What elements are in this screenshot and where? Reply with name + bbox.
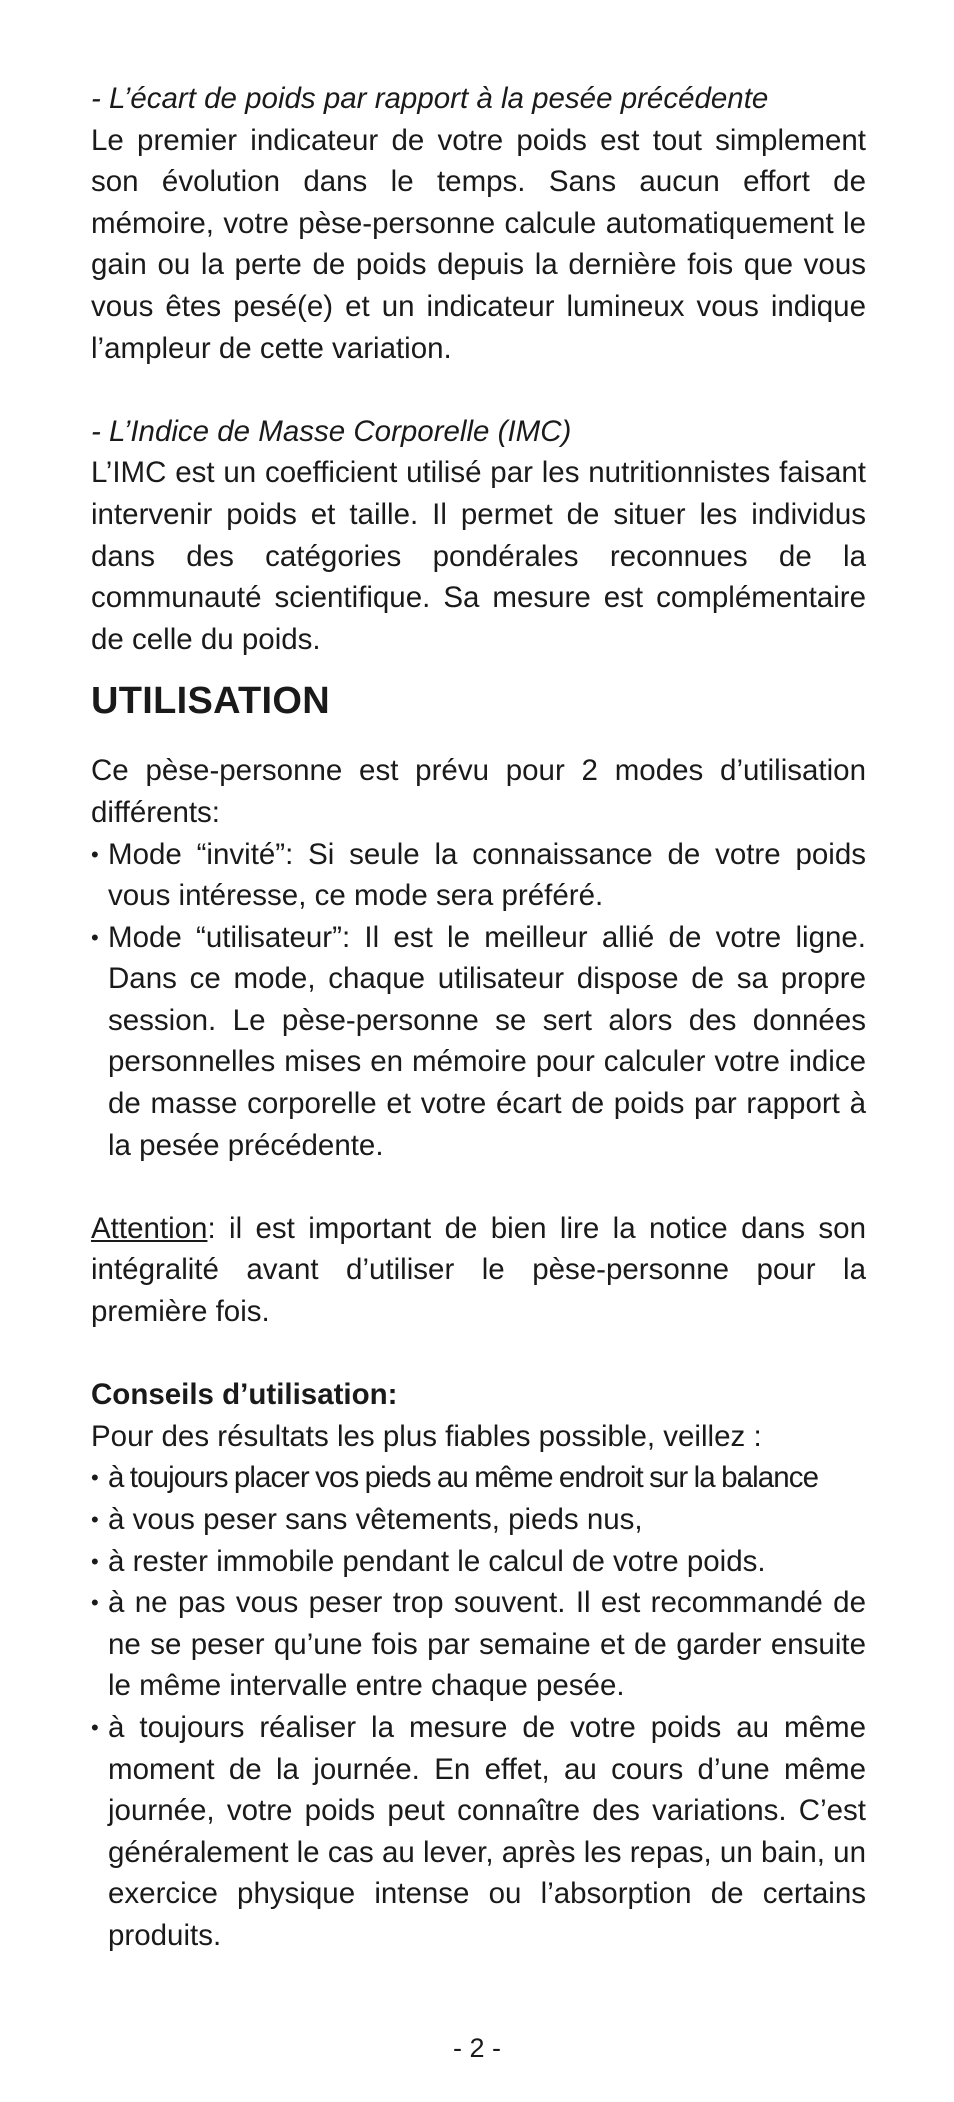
conseil-item: • à vous peser sans vêtements, pieds nus,: [91, 1499, 866, 1541]
spacer: [91, 369, 866, 411]
mode-user-item: • Mode “utilisateur”: Il est le meilleur allié de votre ligne. Dans ce mode, chaque utilisateur dispose de sa propre session. Le pèse-personne se sert alors des données personnelles mises en mémoire pour calculer votre indice de masse corporelle et votre écart de poids par rapport à la pesée précédente.: [91, 917, 866, 1167]
conseil-item: • à toujours placer vos pieds au même endroit sur la balance: [91, 1457, 866, 1499]
conseil-item: • à toujours réaliser la mesure de votre poids au même moment de la journée. En effet, au cours d’une même journée, votre poids peut connaître des variations. C’est généralement le cas au lever, après les repas, un bain, un exercice physique intense ou l’absorption de certains produits.: [91, 1707, 866, 1957]
utilisation-intro: Ce pèse-personne est prévu pour 2 modes d’utilisation différents:: [91, 754, 866, 829]
attention-text: : il est important de bien lire la notice dans son intégralité avant d’utiliser le pèse-personne pour la première fois.: [91, 1211, 866, 1329]
bmi-subheading: - L’Indice de Masse Corporelle (IMC): [91, 414, 572, 448]
attention-label: Attention: [91, 1211, 208, 1245]
bmi-paragraph: L’IMC est un coefficient utilisé par les nutritionnistes faisant intervenir poids et taille. Il permet de situer les individus dans des catégories pondérales reconnues de la communauté scientifique. Sa mesure est complémentaire de celle du poids.: [91, 456, 866, 656]
attention-paragraph: [91, 1208, 866, 1333]
conseils-list: [91, 1457, 866, 1956]
document-page: [91, 78, 866, 1957]
weight-difference-subheading: - L’écart de poids par rapport à la pesée précédente: [91, 82, 769, 115]
conseils-heading: Conseils d’utilisation:: [91, 1378, 398, 1412]
page-number: - 2 -: [452, 2033, 501, 2063]
spacer: [91, 1333, 866, 1375]
utilisation-heading: UTILISATION: [91, 680, 331, 723]
conseil-item: • à ne pas vous peser trop souvent. Il est recommandé de ne se peser qu’une fois par semaine et de garder ensuite le même intervalle entre chaque pesée.: [91, 1582, 866, 1707]
weight-difference-paragraph: Le premier indicateur de votre poids est tout simplement son évolution dans le temps. Sans aucun effort de mémoire, votre pèse-personne calcule automatiquement le gain ou la perte de poids depuis la dernière fois que vous vous êtes pesé(e) et un indicateur lumineux vous indique l’ampleur de cette variation.: [91, 123, 866, 365]
conseil-item: • à rester immobile pendant le calcul de votre poids.: [91, 1541, 866, 1583]
mode-guest-item: • Mode “invité”: Si seule la connaissance de votre poids vous intéresse, ce mode sera préféré.: [91, 834, 866, 917]
modes-list: [91, 834, 866, 1167]
conseils-intro: Pour des résultats les plus fiables possible, veillez :: [91, 1419, 762, 1453]
spacer: [91, 1166, 866, 1208]
